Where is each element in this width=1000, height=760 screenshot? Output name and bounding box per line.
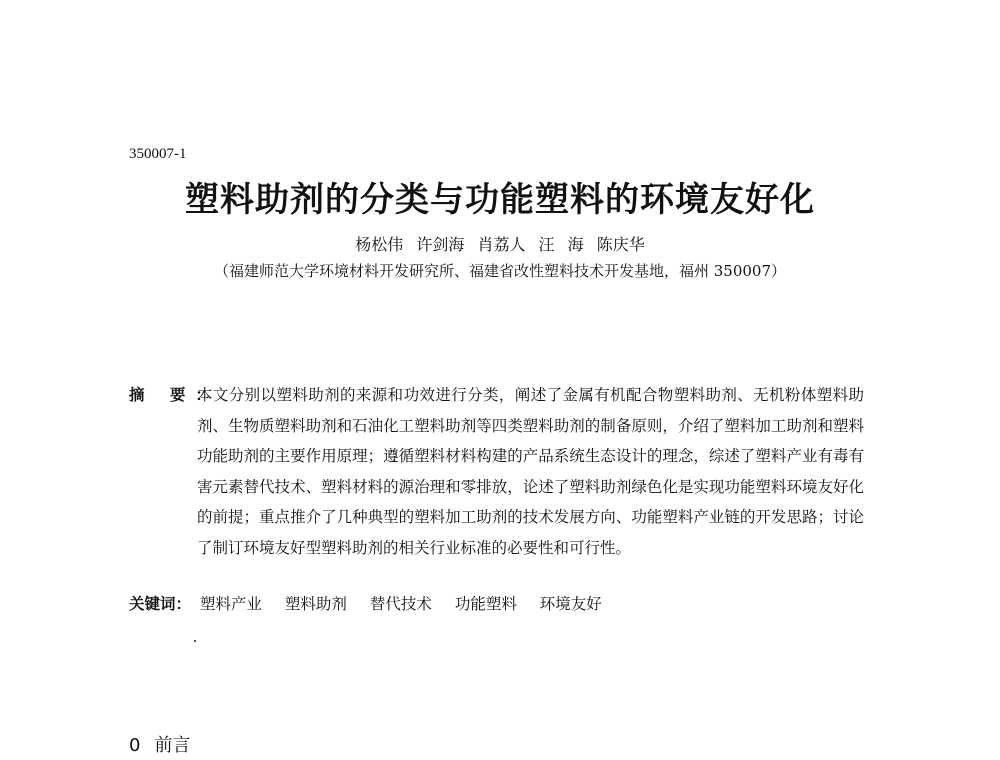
section-title: 前言 <box>154 735 191 756</box>
abstract <box>129 380 864 563</box>
keyword: 塑料助剂 <box>284 595 347 613</box>
keyword: 替代技术 <box>369 595 432 613</box>
section-number: 0 <box>129 735 141 756</box>
abstract-text: 本文分别以塑料助剂的来源和功效进行分类，阐述了金属有机配合物塑料助剂、无机粉体塑料助剂、生物质塑料助剂和石油化工塑料助剂等四类塑料助剂的制备原则，介绍了塑料加工助剂和塑料功能助剂的主要作用原理；遵循塑料材料构建的产品系统生态设计的理念，综述了塑料产业有毒有害元素替代技术、塑料材料的源治理和零排放，论述了塑料助剂绿色化是实现功能塑料环境友好化的前提；重点推介了几种典型的塑料加工助剂的技术发展方向、功能塑料产业链的开发思路；讨论了制订环境友好型塑料助剂的相关行业标准的必要性和可行性。 <box>197 386 864 557</box>
paper-title: 塑料助剂的分类与功能塑料的环境友好化 <box>185 180 815 220</box>
paper-code: 350007-1 <box>129 146 187 162</box>
abstract-label: 摘 要： <box>129 386 221 404</box>
keyword: 环境友好 <box>539 595 602 613</box>
keyword: 功能塑料 <box>454 595 517 613</box>
keyword: 塑料产业 <box>199 595 262 613</box>
affiliation: （福建师范大学环境材料开发研究所、福建省改性塑料技术开发基地，福州 350007） <box>213 262 787 280</box>
scan-speck <box>194 640 196 642</box>
keywords <box>129 592 616 614</box>
keywords-label: 关键词： <box>129 595 192 613</box>
section-heading <box>129 731 190 757</box>
author-list: 杨松伟 许剑海 肖荔人 汪 海 陈庆华 <box>355 235 645 254</box>
